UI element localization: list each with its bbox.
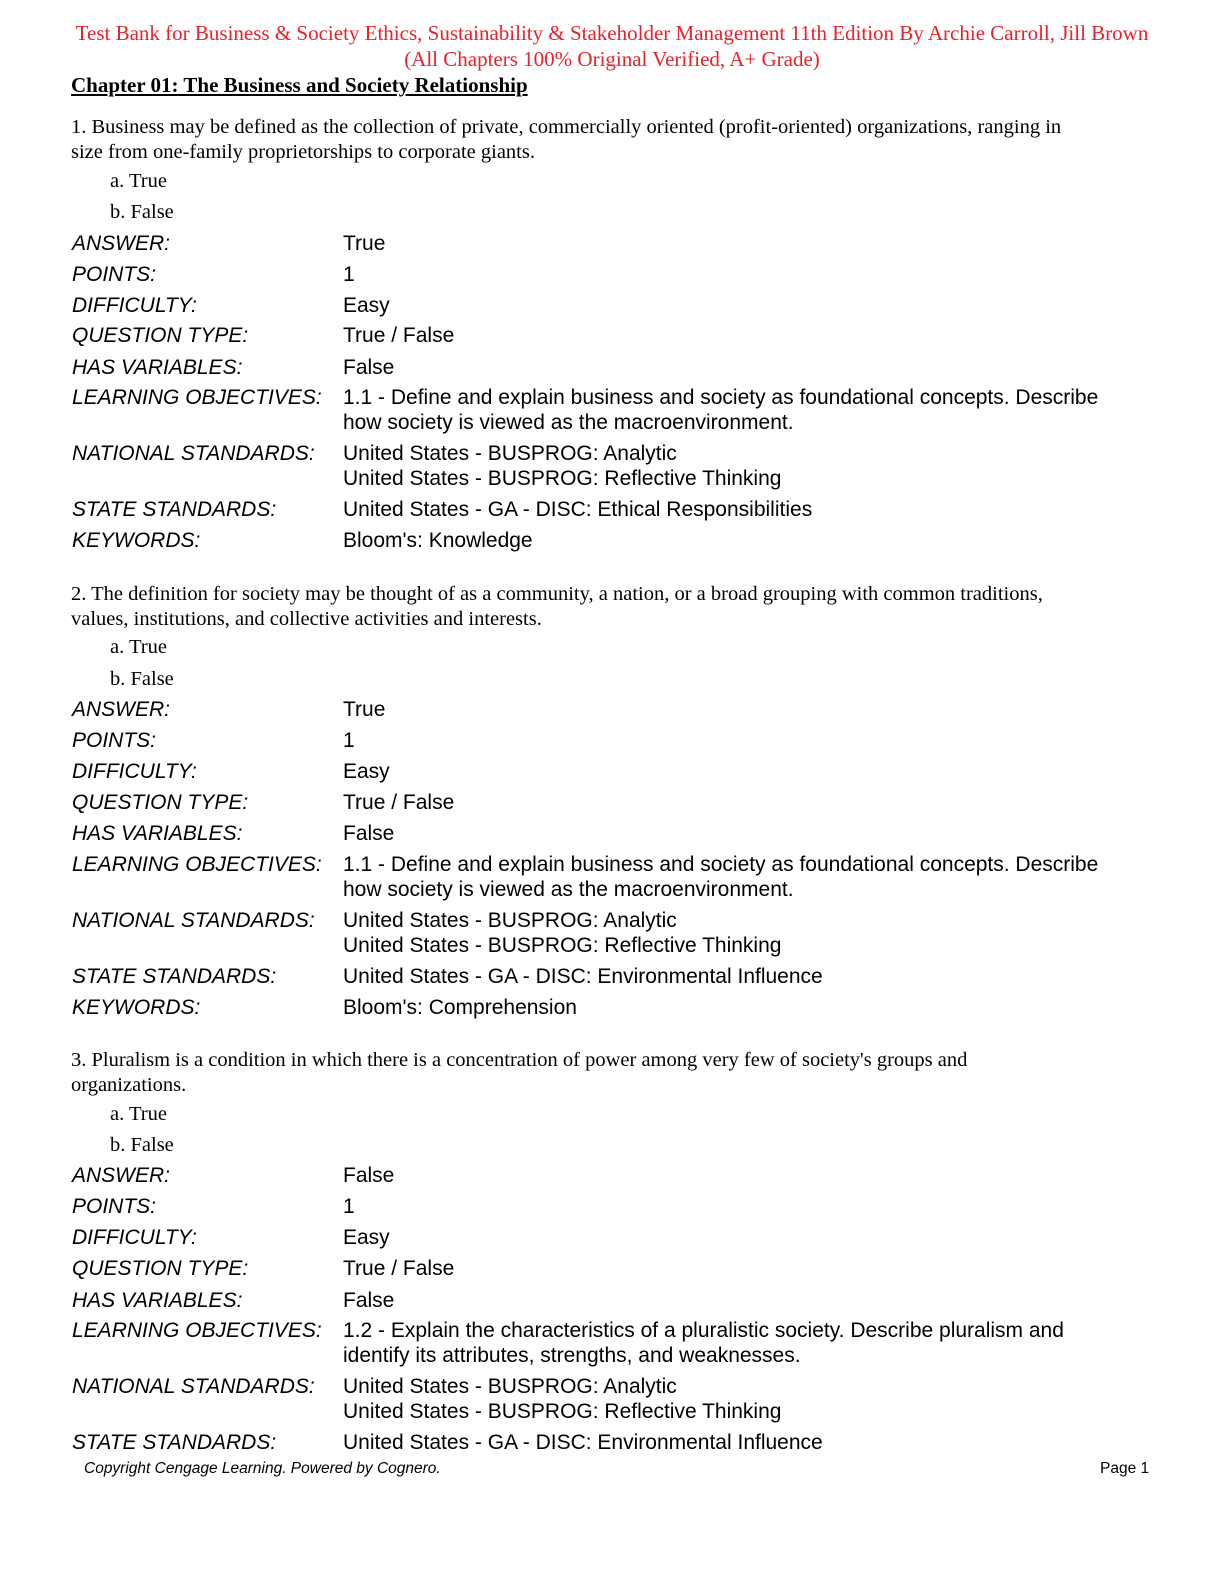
answer-label: ANSWER: bbox=[72, 232, 171, 255]
learning-objectives-label: LEARNING OBJECTIVES: bbox=[72, 1319, 322, 1342]
question-type-value: True / False bbox=[343, 324, 455, 347]
answer-value: False bbox=[343, 1164, 395, 1187]
learning-objectives-value: 1.1 - Define and explain business and society as foundational concepts. Describe how society is viewed as the macroenvironment. bbox=[343, 853, 1099, 901]
banner-line-1: Test Bank for Business & Society Ethics, Sustainability & Stakeholder Management 11th Edition By Archie Carroll, Jill Brown bbox=[75, 21, 1149, 45]
has-variables-value: False bbox=[343, 822, 395, 845]
answer-label: ANSWER: bbox=[72, 698, 171, 721]
learning-objectives-value: 1.1 - Define and explain business and society as foundational concepts. Describe how society is viewed as the macroenvironment. bbox=[343, 386, 1099, 434]
question-type-label: QUESTION TYPE: bbox=[72, 1257, 249, 1280]
answer-value: True bbox=[343, 698, 386, 721]
question-type-label: QUESTION TYPE: bbox=[72, 791, 249, 814]
national-standards-value: United States - BUSPROG: Analytic United States - BUSPROG: Reflective Thinking bbox=[343, 442, 782, 490]
points-label: POINTS: bbox=[72, 263, 157, 286]
chapter-title: Chapter 01: The Business and Society Relationship bbox=[71, 73, 528, 97]
points-label: POINTS: bbox=[72, 1195, 157, 1218]
question-type-label: QUESTION TYPE: bbox=[72, 324, 249, 347]
difficulty-label: DIFFICULTY: bbox=[72, 294, 197, 317]
option-a: a. True bbox=[110, 170, 167, 192]
learning-objectives-label: LEARNING OBJECTIVES: bbox=[72, 853, 322, 876]
banner-line-2: (All Chapters 100% Original Verified, A+ Grade) bbox=[404, 47, 820, 71]
points-value: 1 bbox=[343, 1195, 355, 1218]
has-variables-label: HAS VARIABLES: bbox=[72, 1289, 243, 1312]
question-text: 1. Business may be defined as the collection of private, commercially oriented (profit-oriented) organizations, ranging in size from one-family proprietorships to corporate giants. bbox=[71, 116, 1062, 163]
difficulty-value: Easy bbox=[343, 1226, 390, 1249]
copyright-footer: Copyright Cengage Learning. Powered by Cognero. bbox=[84, 1460, 441, 1477]
option-b: b. False bbox=[110, 201, 174, 223]
points-value: 1 bbox=[343, 729, 355, 752]
learning-objectives-label: LEARNING OBJECTIVES: bbox=[72, 386, 322, 409]
national-standards-value: United States - BUSPROG: Analytic United States - BUSPROG: Reflective Thinking bbox=[343, 1375, 782, 1423]
question-text: 2. The definition for society may be thought of as a community, a nation, or a broad grouping with common traditions, values, institutions, and collective activities and interests. bbox=[71, 583, 1043, 630]
national-standards-label: NATIONAL STANDARDS: bbox=[72, 1375, 315, 1398]
has-variables-label: HAS VARIABLES: bbox=[72, 822, 243, 845]
state-standards-label: STATE STANDARDS: bbox=[72, 965, 277, 988]
keywords-value: Bloom's: Knowledge bbox=[343, 529, 533, 552]
has-variables-label: HAS VARIABLES: bbox=[72, 356, 243, 379]
difficulty-value: Easy bbox=[343, 294, 390, 317]
answer-value: True bbox=[343, 232, 386, 255]
answer-label: ANSWER: bbox=[72, 1164, 171, 1187]
has-variables-value: False bbox=[343, 356, 395, 379]
state-standards-value: United States - GA - DISC: Environmental Influence bbox=[343, 965, 823, 988]
national-standards-label: NATIONAL STANDARDS: bbox=[72, 442, 315, 465]
points-value: 1 bbox=[343, 263, 355, 286]
question-text: 3. Pluralism is a condition in which there is a concentration of power among very few of society's groups and organizations. bbox=[71, 1049, 968, 1096]
question-type-value: True / False bbox=[343, 791, 455, 814]
page-number: Page 1 bbox=[1100, 1460, 1150, 1477]
state-standards-label: STATE STANDARDS: bbox=[72, 498, 277, 521]
difficulty-label: DIFFICULTY: bbox=[72, 760, 197, 783]
national-standards-label: NATIONAL STANDARDS: bbox=[72, 909, 315, 932]
has-variables-value: False bbox=[343, 1289, 395, 1312]
points-label: POINTS: bbox=[72, 729, 157, 752]
option-b: b. False bbox=[110, 1134, 174, 1156]
keywords-label: KEYWORDS: bbox=[72, 996, 201, 1019]
option-a: a. True bbox=[110, 1103, 167, 1125]
state-standards-value: United States - GA - DISC: Ethical Responsibilities bbox=[343, 498, 813, 521]
national-standards-value: United States - BUSPROG: Analytic United States - BUSPROG: Reflective Thinking bbox=[343, 909, 782, 957]
state-standards-label: STATE STANDARDS: bbox=[72, 1431, 277, 1454]
difficulty-label: DIFFICULTY: bbox=[72, 1226, 197, 1249]
option-a: a. True bbox=[110, 636, 167, 658]
keywords-value: Bloom's: Comprehension bbox=[343, 996, 577, 1019]
difficulty-value: Easy bbox=[343, 760, 390, 783]
keywords-label: KEYWORDS: bbox=[72, 529, 201, 552]
source-banner bbox=[40, 20, 1184, 72]
learning-objectives-value: 1.2 - Explain the characteristics of a pluralistic society. Describe pluralism and identify its attributes, strengths, and weaknesses. bbox=[343, 1319, 1064, 1367]
state-standards-value: United States - GA - DISC: Environmental Influence bbox=[343, 1431, 823, 1454]
question-type-value: True / False bbox=[343, 1257, 455, 1280]
option-b: b. False bbox=[110, 668, 174, 690]
